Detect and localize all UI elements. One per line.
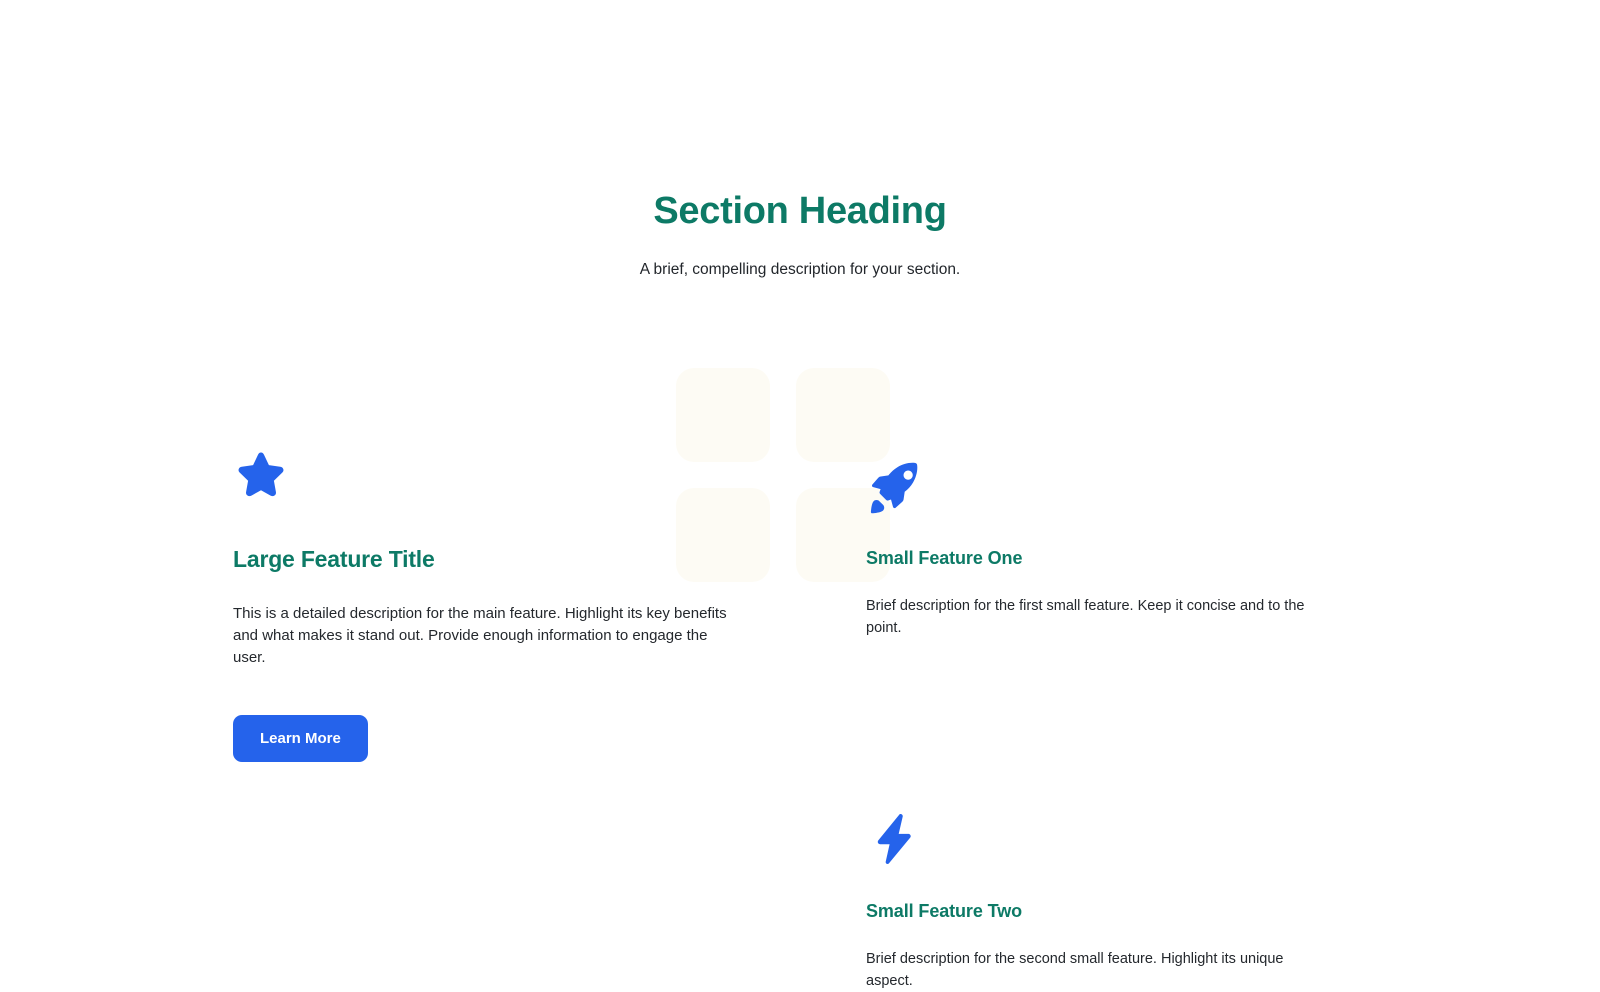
large-feature-title: Large Feature Title bbox=[233, 546, 435, 572]
small-feature-description: Brief description for the second small feature. Highlight its unique aspect. bbox=[866, 951, 1284, 989]
rocket-icon bbox=[866, 458, 1306, 514]
small-feature-description: Brief description for the first small feature. Keep it concise and to the point. bbox=[866, 598, 1305, 636]
bolt-icon bbox=[866, 811, 1306, 867]
small-features-column bbox=[866, 458, 1306, 992]
small-feature-card bbox=[866, 458, 1306, 639]
decorative-tile bbox=[796, 368, 890, 462]
learn-more-button[interactable]: Learn More bbox=[233, 715, 368, 762]
small-feature-title: Small Feature Two bbox=[866, 901, 1023, 921]
small-feature-card bbox=[866, 811, 1306, 992]
large-feature-card bbox=[233, 450, 743, 762]
section-subheading: A brief, compelling description for your section. bbox=[639, 261, 961, 278]
decorative-tile bbox=[676, 368, 770, 462]
small-feature-title: Small Feature One bbox=[866, 548, 1023, 568]
large-feature-description: This is a detailed description for the main feature. Highlight its key benefits and what makes it stand out. Provide enough information to engage the user. bbox=[233, 605, 727, 666]
star-icon bbox=[233, 450, 743, 504]
section-header bbox=[0, 190, 1600, 279]
page-title: Section Heading bbox=[653, 190, 947, 232]
